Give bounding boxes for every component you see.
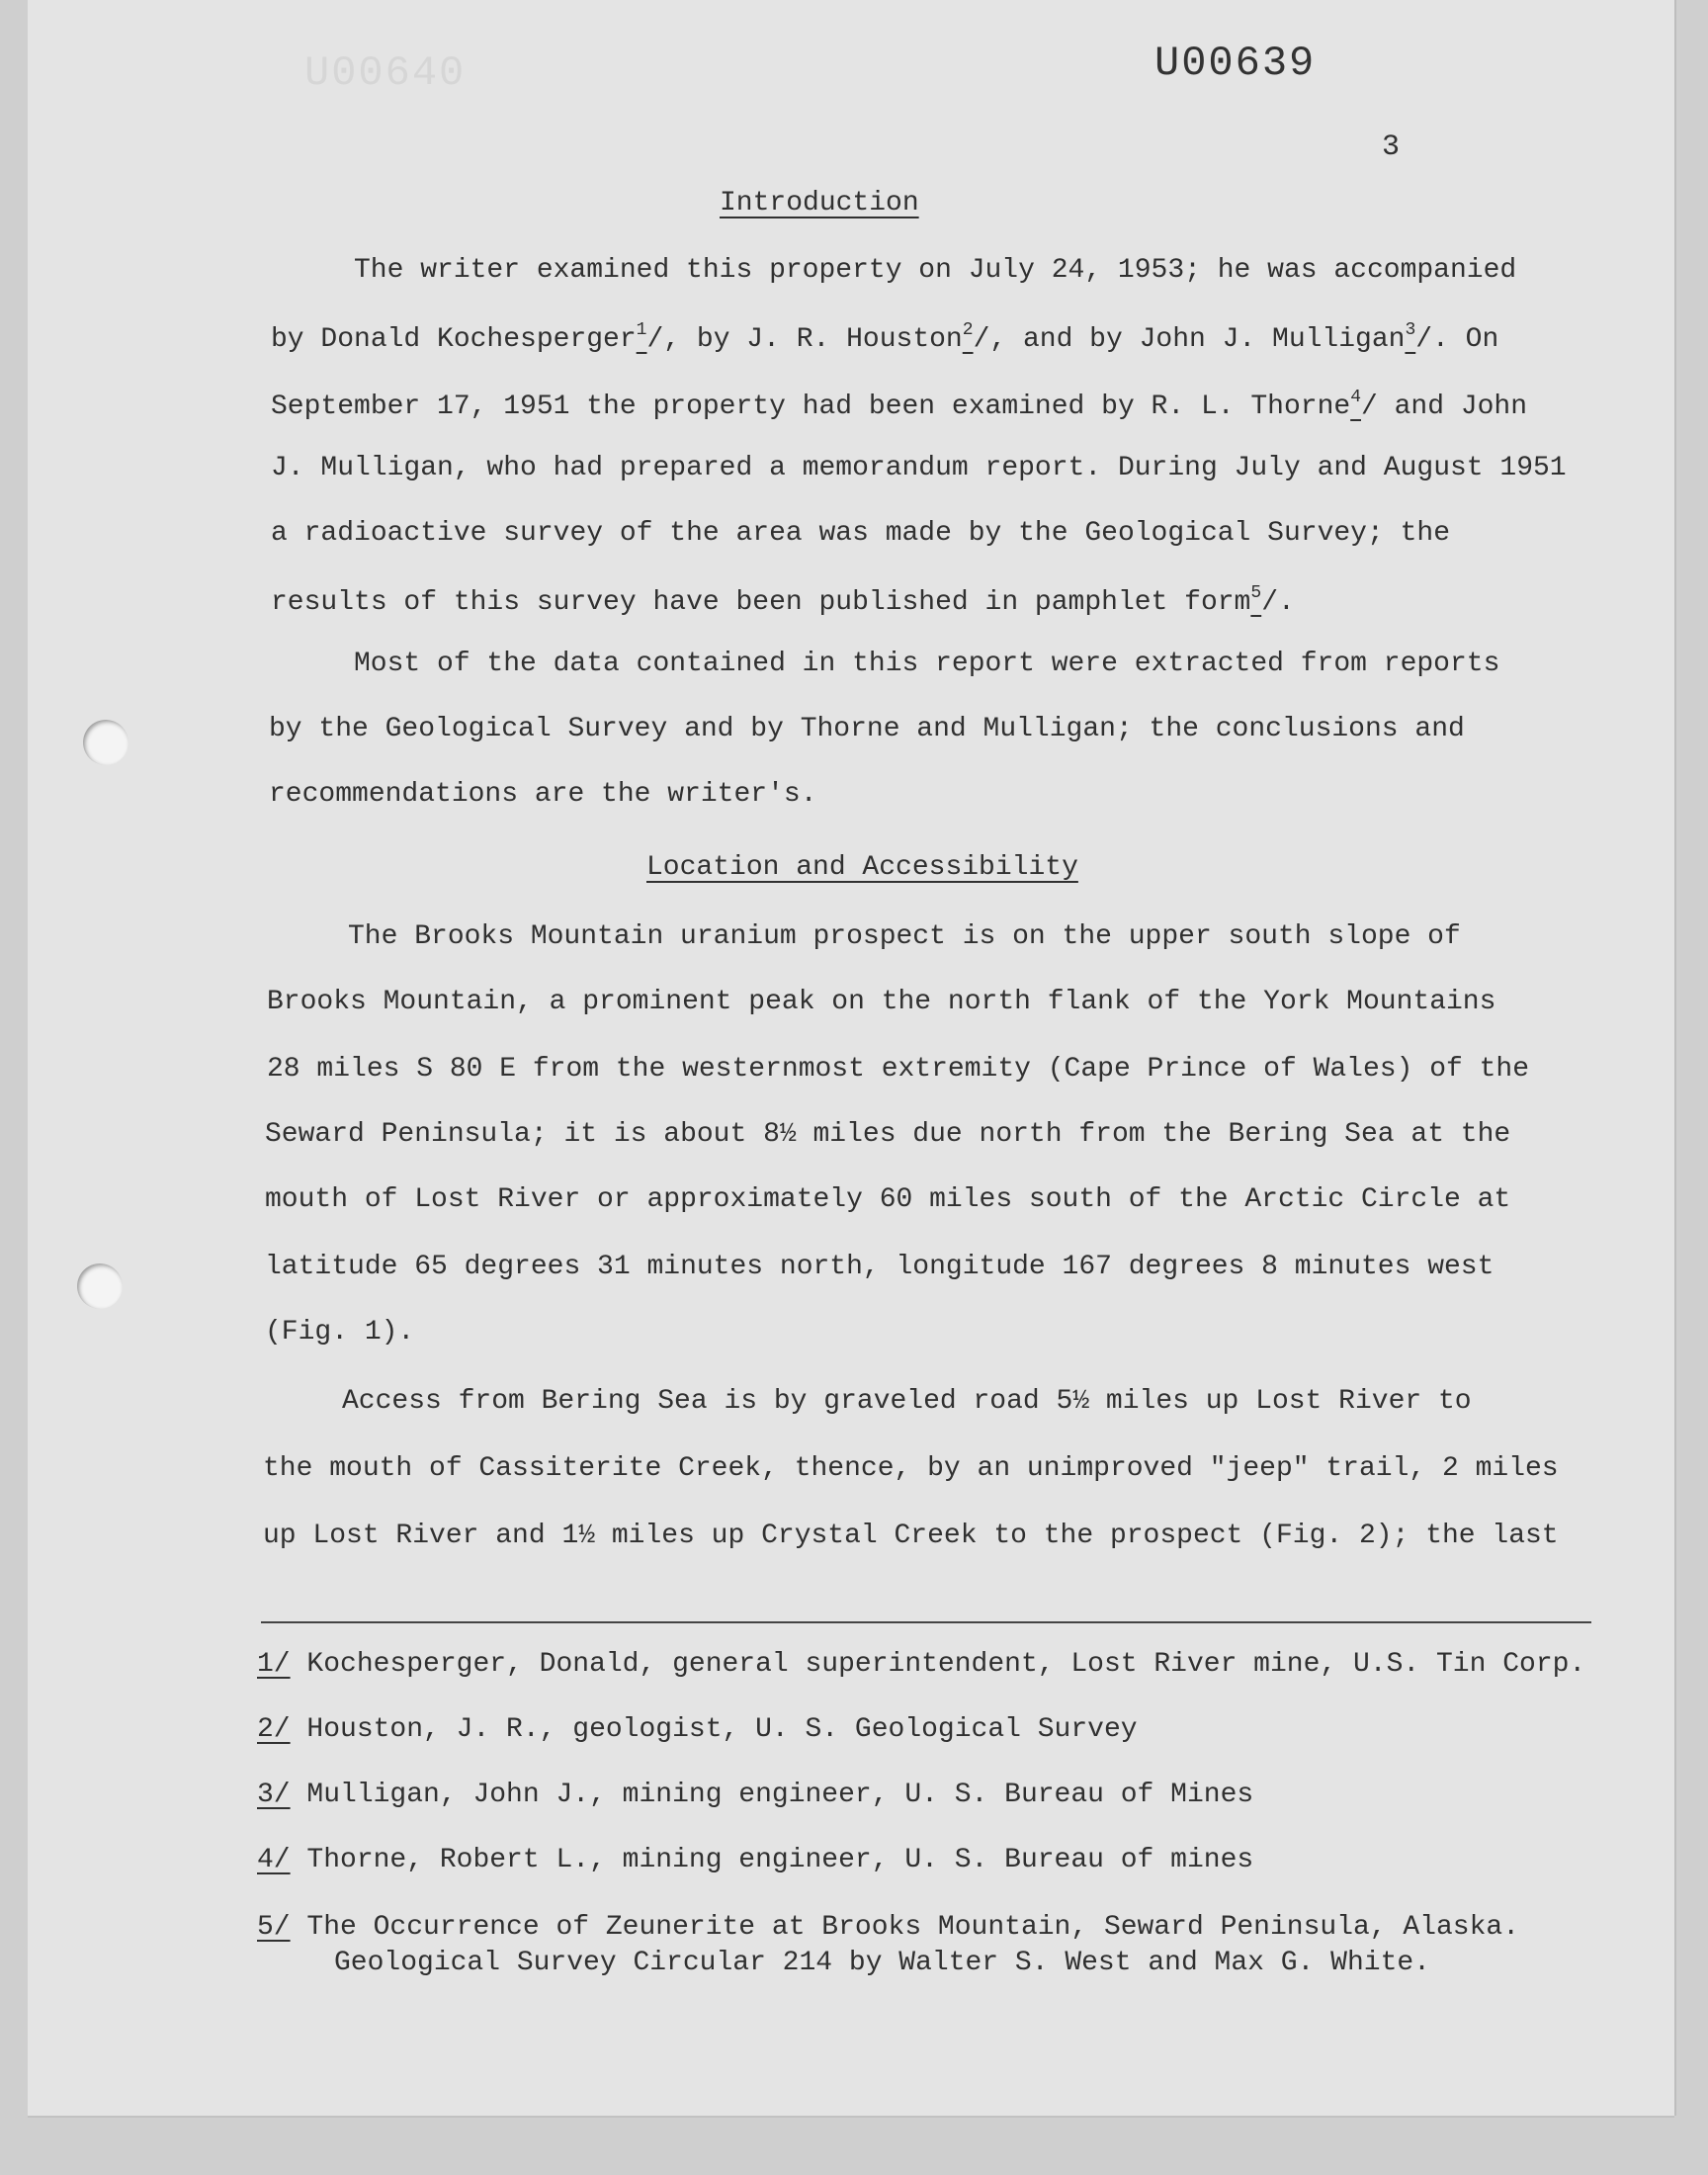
intro-p1-line-3: September 17, 1951 the property had been examined by R. L. Thorne$^4$/ and John — [271, 388, 1528, 422]
intro-p2-line-2: by the Geological Survey and by Thorne and Mulligan; the conclusions and — [269, 714, 1465, 744]
document-page — [28, 0, 1674, 2116]
footnote-divider — [261, 1621, 1591, 1623]
location-p1-line-4: Seward Peninsula; it is about 8½ miles due north from the Bering Sea at the — [265, 1119, 1511, 1150]
intro-p1-line-6: results of this survey have been published in pamphlet form$^5$/. — [271, 583, 1295, 618]
footnote-5-continuation: Geological Survey Circular 214 by Walter S. West and Max G. White. — [334, 1948, 1430, 1978]
footnote-5: 5/ The Occurrence of Zeunerite at Brooks Mountain, Seward Peninsula, Alaska. — [257, 1912, 1520, 1943]
location-p1-line-5: mouth of Lost River or approximately 60 miles south of the Arctic Circle at — [265, 1184, 1511, 1215]
intro-p1-line-4: J. Mulligan, who had prepared a memorandum report. During July and August 1951 — [271, 453, 1567, 483]
intro-p2-line-3: recommendations are the writer's. — [269, 779, 817, 810]
footnote-mark: 1/ — [257, 1649, 291, 1680]
footnote-ref-5: 5 — [1250, 583, 1262, 603]
footnote-3: 3/ Mulligan, John J., mining engineer, U. S. Bureau of Mines — [257, 1780, 1254, 1810]
intro-p2-line-1: Most of the data contained in this report were extracted from reports — [354, 649, 1500, 679]
footnote-ref-4: 4 — [1350, 388, 1361, 407]
location-p1-line-6: latitude 65 degrees 31 minutes north, longitude 167 degrees 8 minutes west — [265, 1252, 1494, 1282]
footnote-1: 1/ Kochesperger, Donald, general superintendent, Lost River mine, U.S. Tin Corp. — [257, 1649, 1586, 1680]
footnote-mark: 4/ — [257, 1845, 291, 1875]
intro-p1-line-5: a radioactive survey of the area was made by the Geological Survey; the — [271, 518, 1450, 549]
location-p1-line-1: The Brooks Mountain uranium prospect is on the upper south slope of — [348, 921, 1461, 952]
document-id-stamp: U00639 — [1154, 40, 1317, 87]
footnote-mark: 5/ — [257, 1912, 291, 1943]
punch-hole-lower — [77, 1263, 123, 1309]
footnote-ref-2: 2 — [962, 320, 974, 340]
bleed-through-stamp: U00640 — [304, 49, 467, 97]
location-p2-line-2: the mouth of Cassiterite Creek, thence, by an unimproved "jeep" trail, 2 miles — [263, 1453, 1559, 1484]
introduction-heading: Introduction — [720, 188, 919, 218]
footnote-mark: 3/ — [257, 1780, 291, 1810]
location-p1-line-3: 28 miles S 80 E from the westernmost extremity (Cape Prince of Wales) of the — [267, 1054, 1530, 1085]
footnote-ref-1: 1 — [636, 320, 647, 340]
location-heading: Location and Accessibility — [646, 852, 1078, 883]
intro-p1-line-1: The writer examined this property on July 24, 1953; he was accompanied — [354, 255, 1517, 286]
footnote-ref-3: 3 — [1405, 320, 1416, 340]
intro-p1-line-2: by Donald Kochesperger$^1$/, by J. R. Houston$^2$/, and by John J. Mulligan$^3$/. On — [271, 320, 1499, 355]
footnote-4: 4/ Thorne, Robert L., mining engineer, U. S. Bureau of mines — [257, 1845, 1254, 1875]
page-number: 3 — [1382, 130, 1401, 164]
location-p2-line-1: Access from Bering Sea is by graveled road 5½ miles up Lost River to — [342, 1386, 1472, 1417]
location-p2-line-3: up Lost River and 1½ miles up Crystal Creek to the prospect (Fig. 2); the last — [263, 1521, 1559, 1551]
footnote-2: 2/ Houston, J. R., geologist, U. S. Geological Survey — [257, 1714, 1138, 1745]
location-p1-line-7: (Fig. 1). — [265, 1317, 415, 1348]
location-p1-line-2: Brooks Mountain, a prominent peak on the north flank of the York Mountains — [267, 987, 1496, 1017]
punch-hole-upper — [83, 720, 128, 765]
footnote-mark: 2/ — [257, 1714, 291, 1745]
